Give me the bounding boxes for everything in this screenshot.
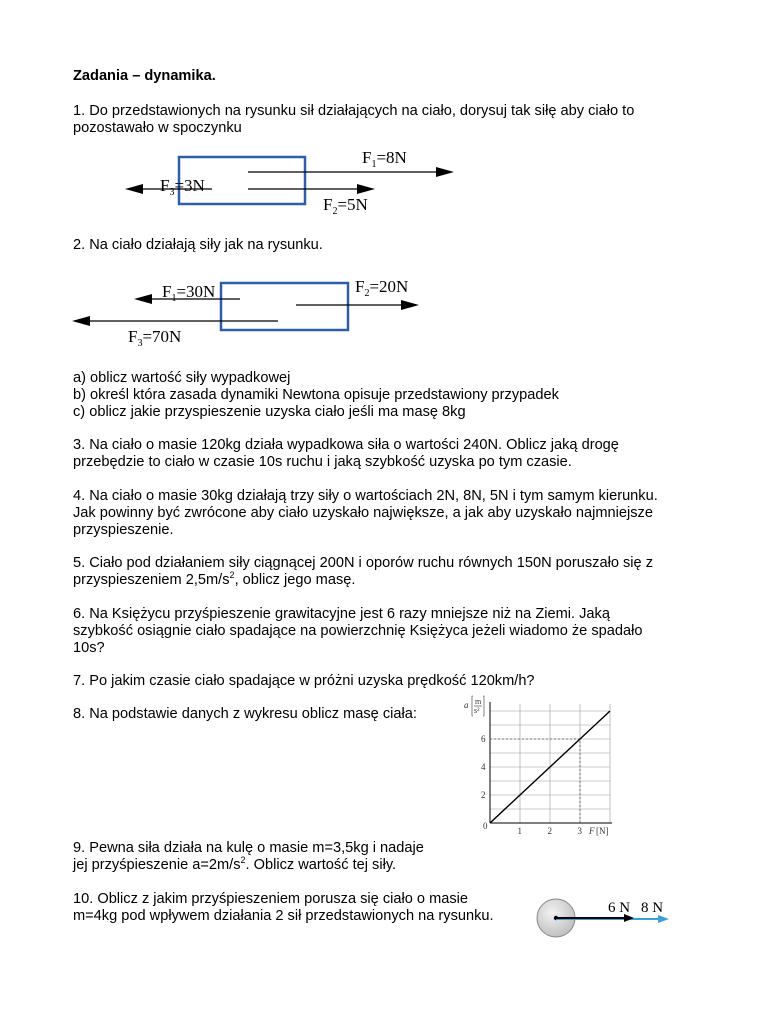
task2-question-b: b) określ która zasada dynamiki Newtona opisuje przedstawiony przypadek xyxy=(73,387,559,403)
task10-arrowhead-8n xyxy=(658,915,669,923)
task1-f2-label: $F_2=5N$ xyxy=(323,195,368,217)
chart-x-tick-label: 3 xyxy=(577,826,582,836)
task10-line2: m=4kg pod wpływem działania 2 sił przedstawionych na rysunku. xyxy=(73,908,494,924)
task2-text: 2. Na ciało działają siły jak na rysunku. xyxy=(73,237,323,253)
task7-line1: 7. Po jakim czasie ciało spadające w próżni uzyska prędkość 120km/h? xyxy=(73,673,535,689)
task5-line2-end: , oblicz jego masę. xyxy=(234,572,356,588)
task6-line2: szybkość osiągnie ciało spadające na powierzchnię Księżyca jeżeli wiadomo że spadało xyxy=(73,623,643,639)
task10-label-8n: 8 N xyxy=(641,900,664,916)
task4-line3: przyspieszenie. xyxy=(73,522,174,538)
task2-f2-label: $F_2=20N$ xyxy=(355,277,409,299)
task1-text-line1: 1. Do przedstawionych na rysunku sił działających na ciało, dorysuj tak siłę aby ciało to xyxy=(73,103,635,119)
task3-line1: 3. Na ciało o masie 120kg działa wypadkowa siła o wartości 240N. Oblicz jaką drogę xyxy=(73,437,619,453)
chart-ylabel-symbol: a xyxy=(464,700,469,710)
task4-line2: Jak powinny być zwrócone aby ciało uzyskało największe, a jak aby uzyskało najmniejsze xyxy=(73,505,653,521)
chart-y-tick-label: 2 xyxy=(481,790,486,800)
chart-origin-label: 0 xyxy=(483,821,488,831)
task9-line2-text: jej przyśpieszenie a=2m/s xyxy=(73,857,241,873)
task10-label-6n: 6 N xyxy=(608,900,631,916)
page-title: Zadania – dynamika. xyxy=(73,68,216,84)
task9-line2-sup: 2 xyxy=(240,855,246,865)
task2-question-a: a) oblicz wartość siły wypadkowej xyxy=(73,370,291,386)
task1-text-line2: pozostawało w spoczynku xyxy=(73,120,242,136)
task5-line2-sup: 2 xyxy=(229,570,235,580)
chart-xlabel-unit: [N] xyxy=(596,826,609,836)
task5-line1: 5. Ciało pod działaniem siły ciągnącej 200N i oporów ruchu równych 150N poruszało się z xyxy=(73,555,654,571)
chart-y-tick-label: 6 xyxy=(481,734,486,744)
task9-line1: 9. Pewna siła działa na kulę o masie m=3,5kg i nadaje xyxy=(73,840,424,856)
task1-f1-label: $F_1=8N$ xyxy=(362,148,407,170)
chart-y-tick-label: 4 xyxy=(481,762,486,772)
task1-f3-label: $F_3=3N$ xyxy=(160,176,205,198)
task6-line1: 6. Na Księżycu przyśpieszenie grawitacyjne jest 6 razy mniejsze niż na Ziemi. Jaką xyxy=(73,606,610,622)
chart-x-tick-label: 2 xyxy=(547,826,552,836)
task6-line3: 10s? xyxy=(73,640,105,656)
task4-line1: 4. Na ciało o masie 30kg działają trzy siły o wartościach 2N, 8N, 5N i tym samym kierunku. xyxy=(73,488,658,504)
task2-question-c: c) oblicz jakie przyspieszenie uzyska ciało jeśli ma masę 8kg xyxy=(73,404,466,420)
task8-line1: 8. Na podstawie danych z wykresu oblicz masę ciała: xyxy=(73,706,417,722)
chart-ylabel-denominator: s² xyxy=(474,706,480,715)
task10-line1: 10. Oblicz z jakim przyśpieszeniem porusza się ciało o masie xyxy=(73,891,468,907)
chart-ylabel-numerator: m xyxy=(475,697,482,706)
task2-f1-label: $F_1=30N$ xyxy=(162,282,216,304)
task9-line2-end: . Oblicz wartość tej siły. xyxy=(245,857,397,873)
task2-f3-label: $F_3=70N$ xyxy=(128,327,182,349)
task5-line2-text: przyspieszeniem 2,5m/s xyxy=(73,572,230,588)
chart-x-tick-label: 1 xyxy=(517,826,522,836)
chart-xlabel-symbol: F xyxy=(589,826,595,836)
task3-line2: przebędzie to ciało w czasie 10s ruchu i jaką szybkość uzyska po tym czasie. xyxy=(73,454,572,470)
